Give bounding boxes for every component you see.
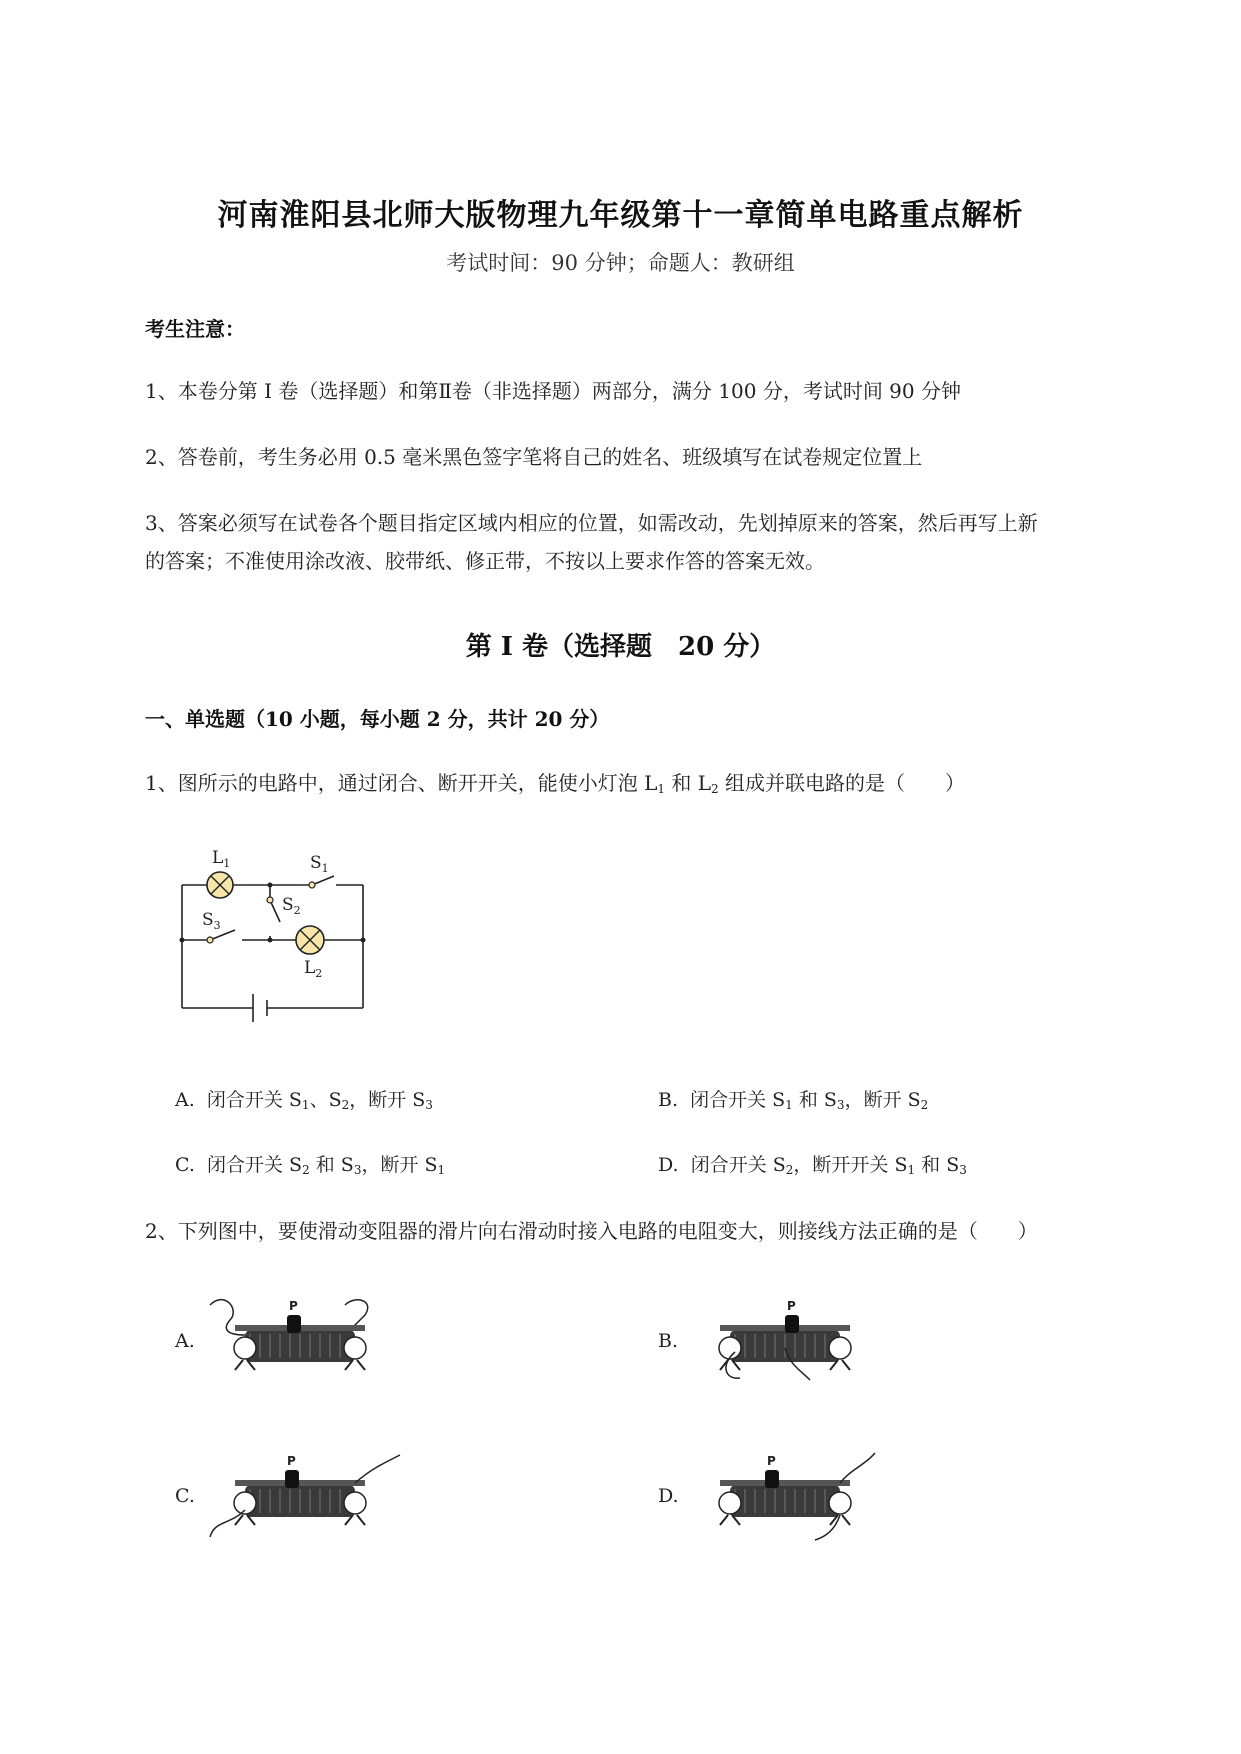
option-sub: 2 xyxy=(341,1098,350,1112)
option-d[interactable] xyxy=(658,1150,967,1177)
notice-item-1: 1、本卷分第 I 卷（选择题）和第Ⅱ卷（非选择题）两部分，满分 100 分，考试时间 90 分钟 xyxy=(145,379,961,403)
option-sub: 1 xyxy=(785,1098,793,1112)
label-l2: $L_2$ xyxy=(304,958,323,980)
option-text: 闭合开关 S xyxy=(206,1089,302,1111)
question-1 xyxy=(145,767,965,796)
option-sub: 1 xyxy=(437,1163,446,1177)
option-sub: 2 xyxy=(785,1163,794,1177)
slider-label: P xyxy=(787,1299,796,1313)
option-sub: 2 xyxy=(920,1098,929,1112)
rheostat-b-icon[interactable] xyxy=(690,1290,890,1390)
option-label: D. xyxy=(658,1154,679,1176)
slider-label: P xyxy=(767,1454,776,1468)
label-s1: $S_1$ xyxy=(310,853,329,875)
section-title: 第 I 卷（选择题 20 分） xyxy=(465,632,776,662)
option-c[interactable] xyxy=(175,1150,445,1177)
notice-item-2: 2、答卷前，考生务必用 0.5 毫米黑色签字笔将自己的姓名、班级填写在试卷规定位置上 xyxy=(145,445,923,469)
rheostat-a-icon[interactable] xyxy=(205,1290,405,1390)
option-sub: 2 xyxy=(302,1163,310,1177)
part-heading: 一、单选题（10 小题，每小题 2 分，共计 20 分） xyxy=(145,707,610,731)
option-label: A. xyxy=(175,1089,195,1111)
option-sub: 3 xyxy=(353,1163,362,1177)
page-title: 河南淮阳县北师大版物理九年级第十一章简单电路重点解析 xyxy=(217,198,1024,233)
option-text: 、S xyxy=(309,1089,342,1111)
q2-option-d-label[interactable]: D. xyxy=(658,1485,679,1507)
switch-s1-contact-icon xyxy=(309,882,315,888)
option-text: ，断开 S xyxy=(361,1154,438,1176)
label-s3: $S_3$ xyxy=(202,910,221,932)
option-text: 闭合开关 S xyxy=(690,1154,786,1176)
slider-label: P xyxy=(289,1299,298,1313)
q2-option-a-label[interactable]: A. xyxy=(175,1330,195,1352)
rheostat-d-icon[interactable] xyxy=(690,1445,890,1545)
option-b[interactable] xyxy=(658,1085,928,1112)
slider-label: P xyxy=(287,1454,296,1468)
option-text: ，断开开关 S xyxy=(793,1154,908,1176)
option-sub: 3 xyxy=(836,1098,845,1112)
option-a[interactable] xyxy=(175,1085,433,1112)
exam-info: 考试时间：90 分钟；命题人：教研组 xyxy=(446,251,795,275)
option-sub: 1 xyxy=(301,1098,310,1112)
lamp-l1-icon xyxy=(207,872,233,898)
q1-text: 和 L xyxy=(665,771,712,795)
label-l1: $L_1$ xyxy=(212,848,231,870)
q1-text: 1、图所示的电路中，通过闭合、断开开关，能使小灯泡 L xyxy=(145,771,658,795)
circuit-diagram xyxy=(170,840,380,1040)
option-label: C. xyxy=(175,1154,195,1176)
notice-item-3: 3、答案必须写在试卷各个题目指定区域内相应的位置，如需改动，先划掉原来的答案，然后再写上新 xyxy=(145,511,1038,535)
question-2: 2、下列图中，要使滑动变阻器的滑片向右滑动时接入电路的电阻变大，则接线方法正确的是（ ） xyxy=(145,1219,1038,1243)
option-text: 和 S xyxy=(915,1154,960,1176)
option-text: ，断开 S xyxy=(844,1089,921,1111)
option-text: ，断开 S xyxy=(349,1089,426,1111)
q1-sub: 2 xyxy=(711,782,719,796)
option-text: 和 S xyxy=(309,1154,354,1176)
label-s2: $S_2$ xyxy=(282,895,301,917)
q2-option-c-label[interactable]: C. xyxy=(175,1485,195,1507)
option-text: 闭合开关 S xyxy=(690,1089,786,1111)
option-sub: 3 xyxy=(959,1163,967,1177)
option-sub: 3 xyxy=(425,1098,433,1112)
q2-option-b-label[interactable]: B. xyxy=(658,1330,679,1352)
rheostat-c-icon[interactable] xyxy=(205,1445,415,1545)
q1-sub: 1 xyxy=(657,782,666,796)
option-text: 闭合开关 S xyxy=(207,1154,303,1176)
switch-s2-contact-icon xyxy=(267,897,273,903)
option-sub: 1 xyxy=(907,1163,916,1177)
switch-s3-contact-icon xyxy=(207,937,213,943)
option-text: 和 S xyxy=(792,1089,837,1111)
notice-item-3-cont: 的答案；不准使用涂改液、胶带纸、修正带，不按以上要求作答的答案无效。 xyxy=(145,549,825,573)
option-label: B. xyxy=(658,1089,679,1111)
q1-text: 组成并联电路的是（ ） xyxy=(718,771,966,795)
lamp-l2-icon xyxy=(296,926,324,954)
notice-heading: 考生注意： xyxy=(145,317,245,341)
